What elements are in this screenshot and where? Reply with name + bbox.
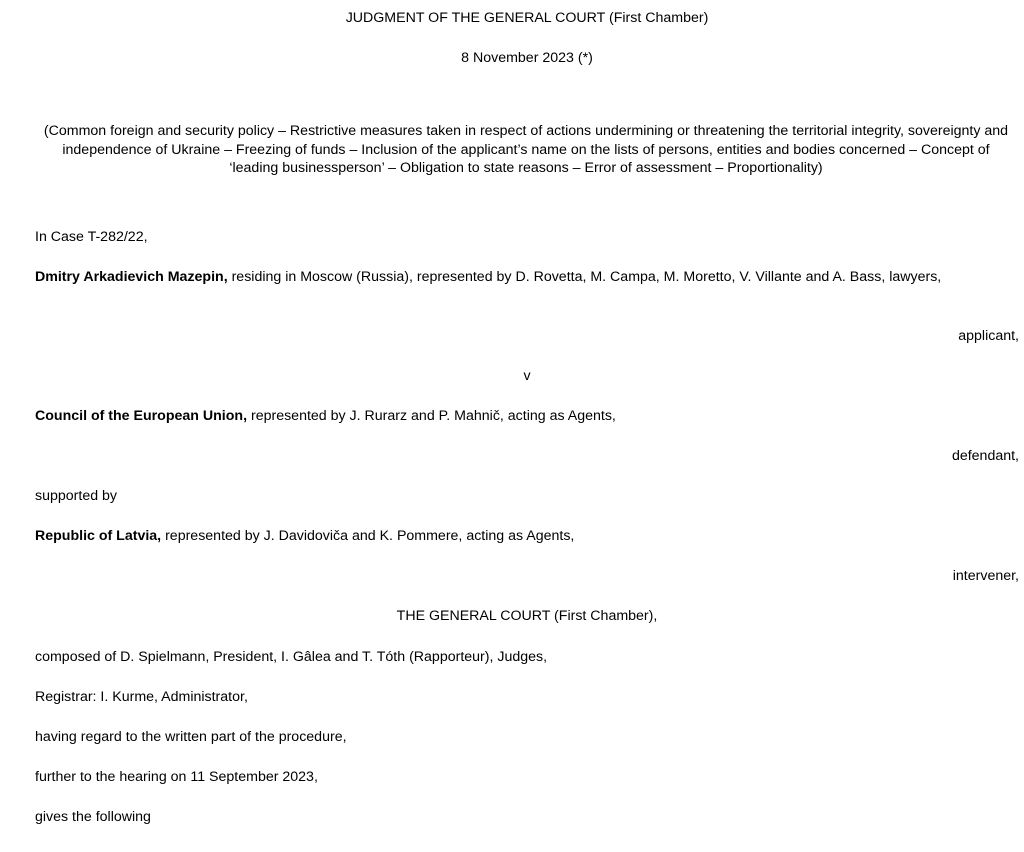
intervener-role: intervener,: [952, 568, 1019, 584]
versus: v: [523, 368, 531, 384]
supported-by: supported by: [35, 488, 118, 504]
judgment-title: JUDGMENT OF THE GENERAL COURT (First Chamber): [345, 10, 709, 26]
registrar: Registrar: I. Kurme, Administrator,: [35, 689, 248, 705]
intervener-paragraph: [35, 527, 1019, 545]
intervener-details: represented by J. Davidoviča and K. Pommere, acting as Agents,: [161, 528, 575, 544]
court-composition: composed of D. Spielmann, President, I. Gâlea and T. Tóth (Rapporteur), Judges,: [35, 649, 548, 665]
defendant-paragraph: [35, 407, 1019, 425]
applicant-details: residing in Moscow (Russia), represented by D. Rovetta, M. Campa, M. Moretto, V. Villante and A. Bass, lawyers,: [227, 269, 942, 285]
defendant-details: represented by J. Rurarz and P. Mahnič, acting as Agents,: [247, 408, 616, 424]
defendant-role: defendant,: [951, 448, 1019, 464]
judgment-date: 8 November 2023 (*): [461, 50, 593, 66]
case-number: In Case T-282/22,: [35, 229, 148, 245]
applicant-role: applicant,: [958, 328, 1019, 344]
subject-matter: (Common foreign and security policy – Restrictive measures taken in respect of actions undermining or threatening the territorial integrity, sovereignty and independence of Ukraine – Freezing of funds – Inclusion of the applicant’s name on the lists of persons, entities and bodies concerned – Concept of ‘leading businessperson’ – Obligation to state reasons – Error of assessment – Proportionality): [43, 123, 1009, 176]
intervener-name: Republic of Latvia,: [35, 528, 162, 544]
applicant-paragraph: [35, 268, 1019, 286]
court-heading: THE GENERAL COURT (First Chamber),: [396, 608, 658, 624]
written-part: having regard to the written part of the procedure,: [35, 729, 347, 745]
defendant-name: Council of the European Union,: [35, 408, 248, 424]
applicant-name: Dmitry Arkadievich Mazepin,: [35, 269, 228, 285]
gives-the-following: gives the following: [35, 809, 151, 825]
hearing-date: further to the hearing on 11 September 2023,: [35, 769, 318, 785]
